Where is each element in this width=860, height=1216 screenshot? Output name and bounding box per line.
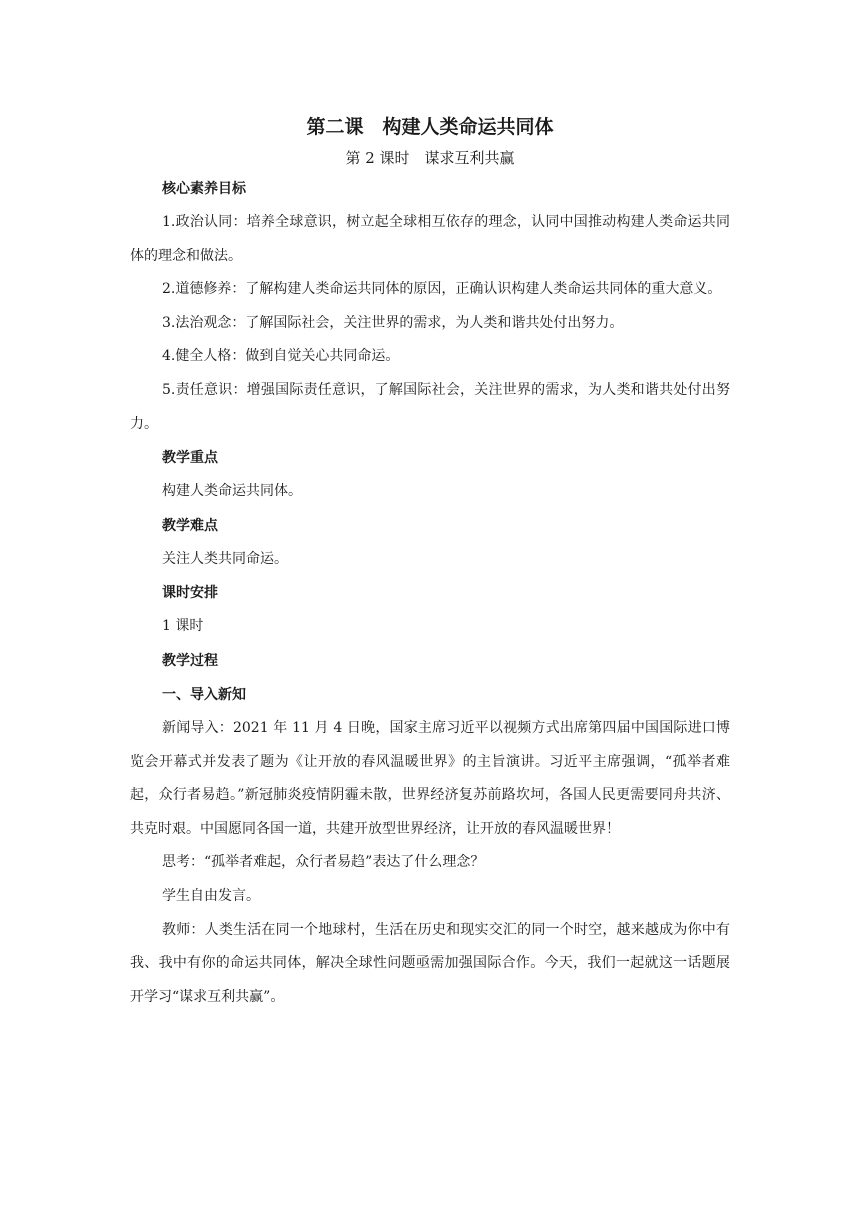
document-subtitle: 第 2 课时 谋求互利共赢 [345,149,515,167]
paragraph: 构建人类命运共同体。 [162,483,302,500]
section-heading: 教学难点 [162,517,218,534]
paragraph: 关注人类共同命运。 [162,550,288,567]
paragraph: 1 课时 [162,618,204,635]
document-page [130,112,730,1014]
paragraph: 思考：“孤举者难起，众行者易趋”表达了什么理念？ [162,854,485,871]
section-heading: 教学过程 [162,652,218,669]
paragraph: 4.健全人格：做到自觉关心共同命运。 [162,348,400,365]
section-heading: 一、导入新知 [162,686,246,703]
section-heading: 教学重点 [162,450,218,467]
paragraph: 2.道德修养：了解构建人类命运共同体的原因，正确认识构建人类命运共同体的重大意义。 [162,281,722,298]
paragraph: 5.责任意识：增强国际责任意识，了解国际社会，关注世界的需求，为人类和谐共处付出努力。 [130,381,730,432]
section-heading: 课时安排 [162,585,218,602]
section-heading: 核心素养目标 [162,181,246,197]
document-title: 第二课 构建人类命运共同体 [306,116,554,138]
paragraph: 1.政治认同：培养全球意识，树立起全球相互依存的理念，认同中国推动构建人类命运共同体的理念和做法。 [130,214,730,264]
paragraph: 教师：人类生活在同一个地球村，生活在历史和现实交汇的同一个时空，越来越成为你中有我、我中有你的命运共同体，解决全球性问题亟需加强国际合作。今天，我们一起就这一话题展开学习“谋求互利共赢”。 [130,921,730,1005]
paragraph: 3.法治观念：了解国际社会，关注世界的需求，为人类和谐共处付出努力。 [162,314,624,331]
paragraph: 学生自由发言。 [162,887,260,904]
paragraph: 新闻导入：2021 年 11 月 4 日晚，国家主席习近平以视频方式出席第四届中国国际进口博览会开幕式并发表了题为《让开放的春风温暖世界》的主旨演讲。习近平主席强调，“孤举者难起，众行者易趋。”新冠肺炎疫情阴霾未散，世界经济复苏前路坎坷，各国人民更需要同舟共济、共克时艰。中国愿同各国一道，共建开放型世界经济，让开放的春风温暖世界！ [130,719,730,837]
